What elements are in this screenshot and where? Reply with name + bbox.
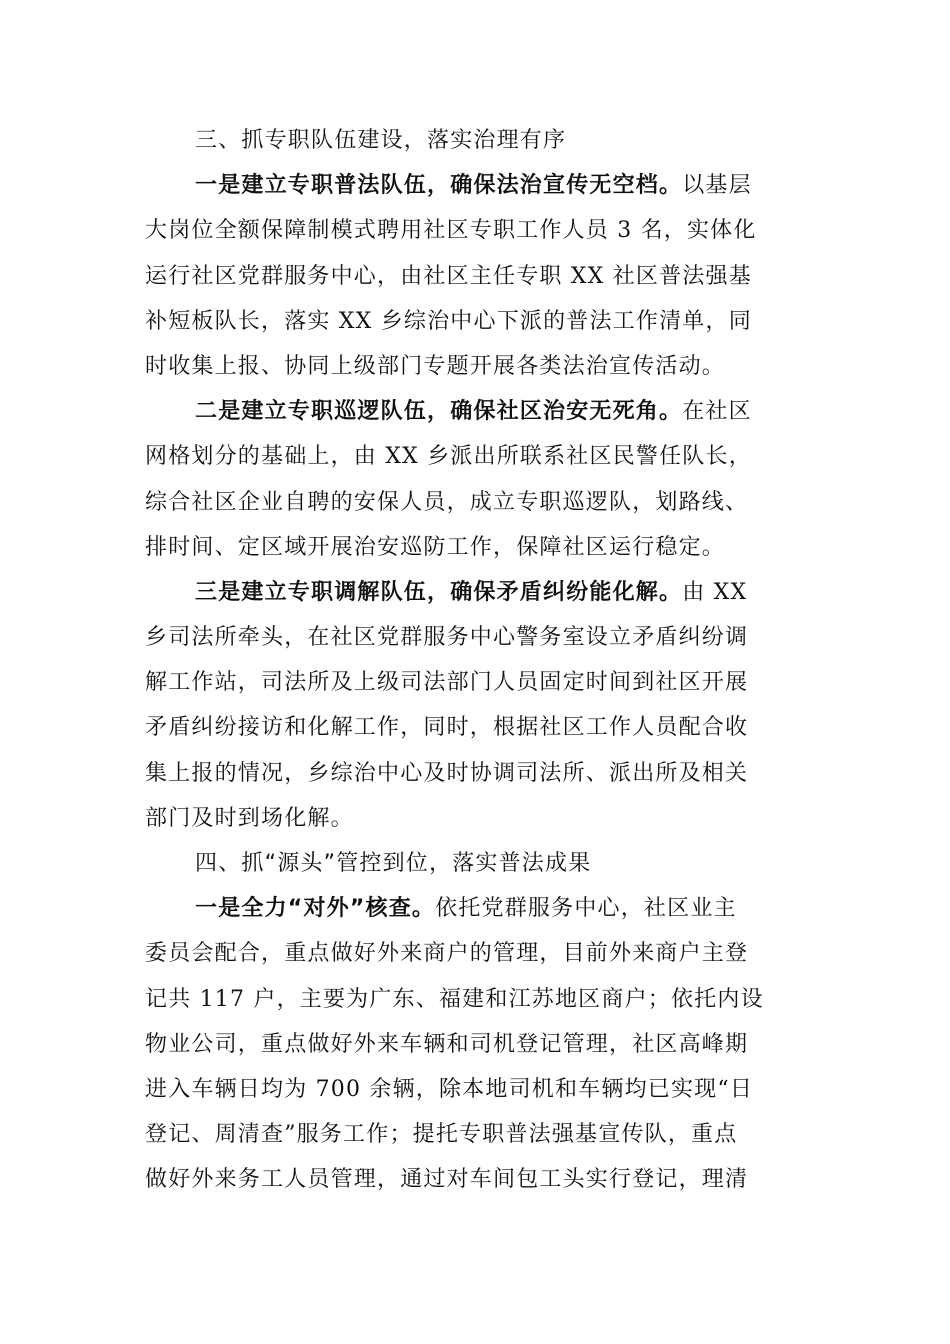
paragraph-text: 依托党群服务中心，社区业主 (435, 896, 737, 922)
paragraph-line (145, 163, 807, 208)
paragraph-line: 委员会配合，重点做好外来商户的管理，目前外来商户主登 (145, 941, 749, 967)
section-heading: 四、抓“源头”管控到位，落实普法成果 (195, 851, 592, 876)
paragraph-line: 解工作站，司法所及上级司法部门人员固定时间到社区开展 (145, 670, 749, 696)
paragraph-line: 物业公司，重点做好外来车辆和司机登记管理，社区高峰期 (145, 1031, 749, 1057)
paragraph-line: 矛盾纠纷接访和化解工作，同时，根据社区工作人员配合收 (145, 715, 749, 741)
paragraph-line: 排时间、定区域开展治安巡防工作，保障社区运行稳定。 (145, 534, 726, 560)
paragraph-text: 由 XX (682, 579, 748, 605)
paragraph-line: 网格划分的基础上，由 XX 乡派出所联系社区民警任队长， (145, 444, 752, 470)
paragraph-line: 时收集上报、协同上级部门专题开展各类法治宣传活动。 (145, 353, 726, 379)
document-body (145, 118, 807, 1203)
paragraph-text: 在社区 (682, 399, 752, 425)
paragraph-text: 以基层 (682, 173, 752, 199)
paragraph-lead: 三是建立专职调解队伍，确保矛盾纠纷能化解。 (195, 579, 683, 605)
paragraph-line: 乡司法所牵头，在社区党群服务中心警务室设立矛盾纠纷调 (145, 625, 749, 651)
paragraph-line: 进入车辆日均为 700 余辆，除本地司机和车辆均已实现“日 (145, 1076, 754, 1102)
paragraph-line: 运行社区党群服务中心，由社区主任专职 XX 社区普法强基 (145, 263, 752, 289)
paragraph-line (145, 886, 807, 931)
paragraph-line: 大岗位全额保障制模式聘用社区专职工作人员 3 名，实体化 (145, 218, 757, 244)
paragraph-lead: 一是建立专职普法队伍，确保法治宣传无空档。 (195, 173, 683, 199)
paragraph-line: 记共 117 户，主要为广东、福建和江苏地区商户；依托内设 (145, 986, 764, 1012)
paragraph-line: 集上报的情况，乡综治中心及时协调司法所、派出所及相关 (145, 760, 749, 786)
section-heading: 三、抓专职队伍建设，落实治理有序 (195, 128, 567, 153)
paragraph-line: 补短板队长，落实 XX 乡综治中心下派的普法工作清单，同 (145, 308, 752, 334)
paragraph-line: 综合社区企业自聘的安保人员，成立专职巡逻队，划路线、 (145, 489, 749, 515)
paragraph-line: 做好外来务工人员管理，通过对车间包工头实行登记，理清 (145, 1167, 749, 1193)
paragraph-line (145, 389, 807, 434)
paragraph-lead: 二是建立专职巡逻队伍，确保社区治安无死角。 (195, 399, 683, 425)
paragraph-lead: 一是全力“对外”核查。 (195, 896, 436, 922)
paragraph-line: 部门及时到场化解。 (145, 805, 354, 831)
paragraph-line: 登记、周清查”服务工作；提托专职普法强基宣传队，重点 (145, 1122, 738, 1148)
paragraph-line (145, 570, 807, 615)
